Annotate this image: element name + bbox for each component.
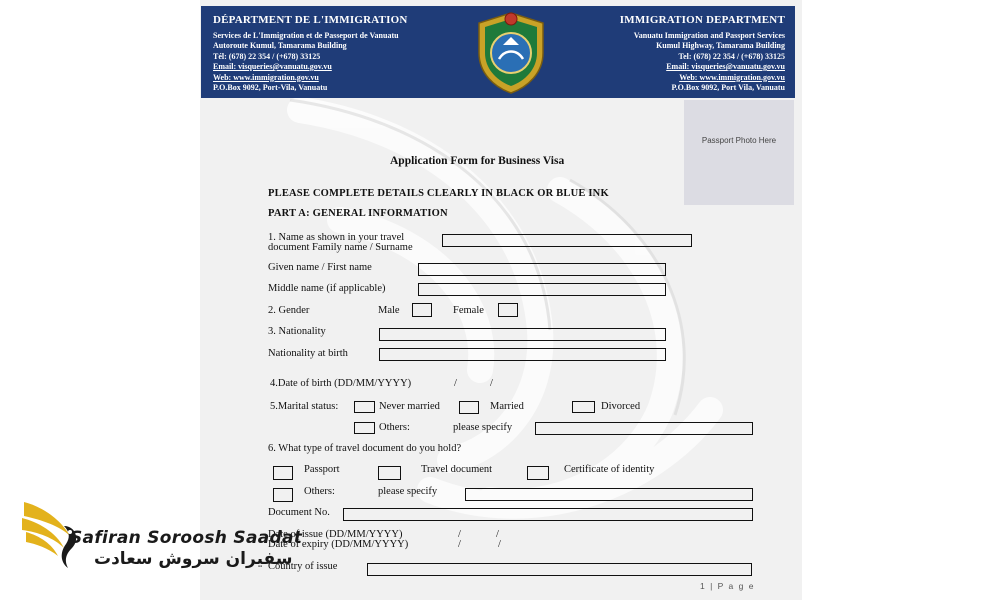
passport-checkbox[interactable] [273,466,293,480]
divorced-label: Divorced [601,401,641,412]
date-slash: / [498,539,501,550]
divorced-checkbox[interactable] [572,401,595,413]
date-slash: / [490,378,493,389]
q1-label-line1: 1. Name as shown in your travel [268,232,405,243]
marital-status-label: 5.Marital status: [270,401,339,412]
pobox-line: P.O.Box 9092, Port-Vila, Vanuatu [213,83,328,92]
ink-instruction: PLEASE COMPLETE DETAILS CLEARLY IN BLACK OR BLUE INK [268,188,609,199]
never-married-label: Never married [379,401,440,412]
marital-specify-field[interactable] [535,422,753,435]
address-line: Services de L'Immigration et de Passeport de Vanuatu [213,30,399,40]
q1-label-line2: document Family name / Surname [268,242,413,253]
email-line[interactable]: Email: visqueries@vanuatu.gov.vu [666,62,785,71]
department-title-en: IMMIGRATION DEPARTMENT [619,14,785,26]
web-line[interactable]: Web: www.immigration.gov.vu [679,72,785,82]
address-line: Autoroute Kumul, Tamarama Building [213,41,347,50]
date-of-birth-label: 4.Date of birth (DD/MM/YYYY) [270,378,412,389]
male-checkbox[interactable] [412,303,432,317]
female-checkbox[interactable] [498,303,518,317]
certificate-of-identity-label: Certificate of identity [564,464,655,475]
female-label: Female [453,305,484,316]
date-slash: / [454,378,457,389]
passport-photo-label: Passport Photo Here [701,136,777,145]
married-label: Married [490,401,524,412]
married-checkbox[interactable] [459,401,479,414]
surname-field[interactable] [442,234,692,247]
nationality-at-birth-label: Nationality at birth [268,348,348,359]
department-title-fr: DÉPARTMENT DE L'IMMIGRATION [213,14,408,26]
part-a-heading: PART A: GENERAL INFORMATION [268,208,448,219]
form-title: Application Form for Business Visa [390,155,565,167]
address-line: Vanuatu Immigration and Passport Services [633,30,785,40]
travel-document-label: Travel document [421,464,493,475]
document-others-label: Others: [304,486,335,497]
middle-name-label: Middle name (if applicable) [268,283,386,294]
document-specify-field[interactable] [465,488,753,501]
country-of-issue-field[interactable] [367,563,752,576]
pobox-line: P.O.Box 9092, Port Vila, Vanuatu [671,83,785,92]
document-specify-label: please specify [378,486,438,497]
date-of-issue-label: Date of issue (DD/MM/YYYY) [268,529,403,540]
country-of-issue-label: Country of issue [268,561,338,572]
date-slash: / [458,529,461,540]
email-line[interactable]: Email: visqueries@vanuatu.gov.vu [213,62,332,71]
given-name-field[interactable] [418,263,666,276]
letterhead-french [213,15,453,94]
phone-line: Tél: (678) 22 354 / (+678) 33125 [213,51,321,61]
marital-others-checkbox[interactable] [354,422,375,434]
passport-label: Passport [304,464,340,475]
nationality-at-birth-field[interactable] [379,348,666,361]
gender-label: 2. Gender [268,305,310,316]
address-line: Kumul Highway, Tamarama Building [656,41,785,50]
travel-document-question: 6. What type of travel document do you hold? [268,443,462,454]
given-name-label: Given name / First name [268,262,372,273]
vanuatu-coat-of-arms-icon [473,9,549,95]
marital-others-label: Others: [379,422,410,433]
date-of-expiry-label: Date of expiry (DD/MM/YYYY) [268,539,409,550]
document-number-field[interactable] [343,508,753,521]
marital-specify-label: please specify [453,422,513,433]
page-number: 1 | P a g e [700,581,755,591]
agency-name-english: Safiran Soroosh Saadat [70,528,303,548]
document-number-label: Document No. [268,507,330,518]
travel-document-checkbox[interactable] [378,466,401,480]
letterhead-banner [201,6,795,98]
date-slash: / [496,529,499,540]
passport-photo-box[interactable] [684,100,794,205]
web-line[interactable]: Web: www.immigration.gov.vu [213,72,319,82]
nationality-field[interactable] [379,328,666,341]
agency-name-persian: سفیران سروش سعادت [94,549,293,569]
never-married-checkbox[interactable] [354,401,375,413]
certificate-of-identity-checkbox[interactable] [527,466,549,480]
date-slash: / [458,539,461,550]
phone-line: Tel: (678) 22 354 / (+678) 33125 [678,51,785,61]
male-label: Male [378,305,400,316]
middle-name-field[interactable] [418,283,666,296]
nationality-label: 3. Nationality [268,326,326,337]
letterhead-english [555,15,785,94]
